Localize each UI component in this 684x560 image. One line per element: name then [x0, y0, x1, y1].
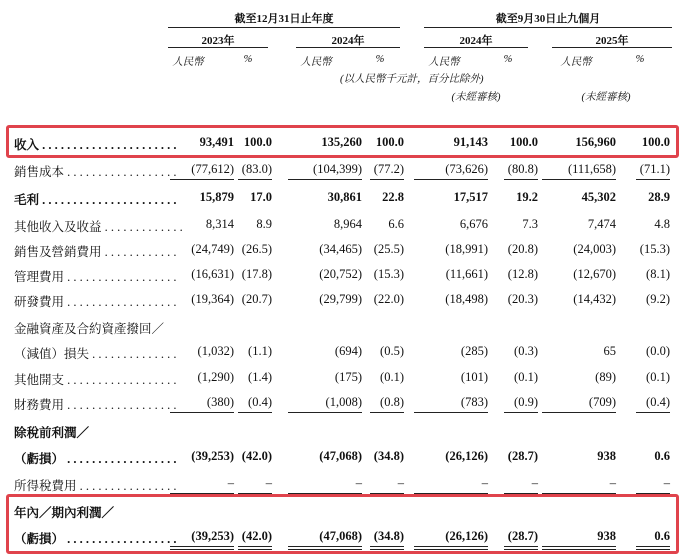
value-underline: [370, 412, 404, 413]
value-double-underline: [170, 549, 234, 550]
row-value: (73,626): [445, 162, 488, 176]
row-value: –: [609, 476, 616, 490]
row-value: (101): [460, 370, 488, 384]
value-underline: [288, 493, 362, 494]
row-value: (71.1): [639, 162, 670, 176]
row-value: (20.3): [507, 292, 538, 306]
row-value: –: [265, 476, 272, 490]
row-label: 年內／期內利潤／: [14, 506, 115, 520]
row-value: (24,003): [573, 242, 616, 256]
header-period-2025-9m: 2025年: [595, 35, 629, 47]
row-value: (285): [460, 344, 488, 358]
unit-note: (以人民幣千元計，百分比除外): [340, 74, 484, 85]
row-value: 91,143: [453, 135, 488, 149]
unit-pct: %: [243, 54, 253, 65]
value-underline: [414, 493, 488, 494]
row-value: (28.7): [507, 449, 538, 463]
value-underline: [370, 179, 404, 180]
row-value: (709): [588, 395, 616, 409]
value-double-underline: [170, 546, 234, 547]
row-value: (14,432): [573, 292, 616, 306]
row-value: 93,491: [199, 135, 234, 149]
row-value: (19,364): [191, 292, 234, 306]
value-underline: [504, 179, 538, 180]
row-value: (380): [206, 395, 234, 409]
table-row: [0, 447, 684, 467]
row-value: (15.3): [639, 242, 670, 256]
header-group-nine-months: 截至9月30日止九個月: [495, 13, 601, 25]
header-period-rule: [168, 47, 268, 48]
row-value: –: [397, 476, 404, 490]
row-label: 收入 . . . . . . . . . . . . . . . . . . . . . .: [14, 138, 177, 152]
row-value: (104,399): [313, 162, 362, 176]
value-underline: [170, 179, 234, 180]
row-value: 22.8: [382, 190, 404, 204]
unit-pct: %: [503, 54, 513, 65]
row-value: (26,126): [445, 529, 488, 543]
row-value: –: [355, 476, 362, 490]
value-double-underline: [504, 546, 538, 547]
row-value: (47,068): [319, 529, 362, 543]
row-value: 65: [603, 344, 616, 358]
row-value: (1,008): [325, 395, 362, 409]
row-value: (42.0): [241, 529, 272, 543]
table-row: [0, 421, 684, 441]
row-value: 4.8: [654, 217, 670, 231]
value-underline: [238, 493, 272, 494]
row-label: 管理費用 . . . . . . . . . . . . . . . . . .: [14, 270, 177, 284]
header-group-nine-months-rule: [424, 27, 672, 28]
value-underline: [414, 179, 488, 180]
value-double-underline: [238, 549, 272, 550]
unit-rmb: 人民幣: [172, 57, 204, 68]
row-value: (47,068): [319, 449, 362, 463]
row-value: (83.0): [241, 162, 272, 176]
row-value: (26.5): [241, 242, 272, 256]
row-value: (18,991): [445, 242, 488, 256]
unit-pct: %: [375, 54, 385, 65]
row-value: (694): [334, 344, 362, 358]
row-value: (24,749): [191, 242, 234, 256]
table-row: [0, 527, 684, 547]
table-row: [0, 133, 684, 153]
row-value: (89): [595, 370, 616, 384]
table-row: [0, 317, 684, 337]
row-label: 毛利 . . . . . . . . . . . . . . . . . . . . . .: [14, 193, 177, 207]
table-row: [0, 240, 684, 260]
row-value: 8.9: [256, 217, 272, 231]
row-value: (34.8): [373, 529, 404, 543]
value-double-underline: [288, 546, 362, 547]
row-value: (20,752): [319, 267, 362, 281]
row-value: 45,302: [581, 190, 616, 204]
header-period-rule: [296, 47, 400, 48]
value-underline: [170, 412, 234, 413]
header-group-year-rule: [168, 27, 400, 28]
row-value: (39,253): [191, 449, 234, 463]
value-double-underline: [288, 549, 362, 550]
value-underline: [170, 493, 234, 494]
value-underline: [636, 412, 670, 413]
value-double-underline: [414, 549, 488, 550]
value-double-underline: [542, 546, 616, 547]
value-double-underline: [238, 546, 272, 547]
row-label: 研發費用 . . . . . . . . . . . . . . . . . .: [14, 295, 177, 309]
row-label: 其他收入及收益 . . . . . . . . . . . . .: [14, 220, 183, 234]
row-value: (0.8): [380, 395, 404, 409]
row-value: 30,861: [327, 190, 362, 204]
row-value: –: [663, 476, 670, 490]
row-label: 銷售成本 . . . . . . . . . . . . . . . . . .: [14, 165, 177, 179]
row-value: (1.4): [248, 370, 272, 384]
value-double-underline: [504, 549, 538, 550]
row-label: （減值）損失 . . . . . . . . . . . . . .: [14, 347, 177, 361]
row-value: (0.3): [514, 344, 538, 358]
row-value: (42.0): [241, 449, 272, 463]
row-value: 156,960: [575, 135, 616, 149]
unit-rmb: 人民幣: [560, 57, 592, 68]
row-value: 7,474: [587, 217, 616, 231]
row-value: (1,290): [197, 370, 234, 384]
row-value: 8,964: [333, 217, 362, 231]
row-value: (22.0): [373, 292, 404, 306]
row-value: (0.5): [380, 344, 404, 358]
value-underline: [504, 412, 538, 413]
row-value: (26,126): [445, 449, 488, 463]
value-underline: [288, 179, 362, 180]
row-value: (0.1): [380, 370, 404, 384]
unit-rmb: 人民幣: [300, 57, 332, 68]
table-row: [0, 342, 684, 362]
row-label: 除稅前利潤／: [14, 426, 90, 440]
value-double-underline: [636, 546, 670, 547]
table-row: [0, 501, 684, 521]
row-value: (12,670): [573, 267, 616, 281]
table-row: [0, 368, 684, 388]
row-value: –: [531, 476, 538, 490]
row-value: –: [481, 476, 488, 490]
row-value: –: [227, 476, 234, 490]
row-value: (16,631): [191, 267, 234, 281]
row-value: (77.2): [373, 162, 404, 176]
row-value: (77,612): [191, 162, 234, 176]
row-value: 15,879: [199, 190, 234, 204]
row-value: 0.6: [654, 449, 670, 463]
table-row: [0, 474, 684, 494]
table-row: [0, 215, 684, 235]
row-value: (20.8): [507, 242, 538, 256]
row-value: (28.7): [507, 529, 538, 543]
row-value: (8.1): [646, 267, 670, 281]
row-value: 100.0: [243, 135, 272, 149]
row-value: 19.2: [516, 190, 538, 204]
row-value: (11,661): [445, 267, 488, 281]
row-value: (12.8): [507, 267, 538, 281]
row-value: (111,658): [567, 162, 616, 176]
row-value: (18,498): [445, 292, 488, 306]
header-period-2024: 2024年: [331, 35, 365, 47]
row-value: (0.1): [514, 370, 538, 384]
value-double-underline: [370, 549, 404, 550]
row-value: (0.4): [646, 395, 670, 409]
value-underline: [542, 412, 616, 413]
row-value: (17.8): [241, 267, 272, 281]
row-value: (39,253): [191, 529, 234, 543]
row-label: （虧損） . . . . . . . . . . . . . . . . . .: [14, 452, 177, 466]
value-underline: [542, 179, 616, 180]
row-value: (1,032): [197, 344, 234, 358]
row-label: （虧損） . . . . . . . . . . . . . . . . . .: [14, 532, 177, 546]
row-value: 7.3: [522, 217, 538, 231]
row-value: 0.6: [654, 529, 670, 543]
row-label: 金融資產及合約資產撥回／: [14, 322, 165, 336]
unaudited-note-2025: (未經審核): [581, 92, 631, 103]
header-period-2024-9m: 2024年: [459, 35, 493, 47]
value-underline: [504, 493, 538, 494]
row-value: (20.7): [241, 292, 272, 306]
row-value: 8,314: [205, 217, 234, 231]
value-underline: [370, 493, 404, 494]
row-value: 6.6: [388, 217, 404, 231]
unit-pct: %: [635, 54, 645, 65]
table-row: [0, 160, 684, 180]
value-double-underline: [370, 546, 404, 547]
row-value: (29,799): [319, 292, 362, 306]
row-value: 28.9: [648, 190, 670, 204]
row-value: (0.1): [646, 370, 670, 384]
value-double-underline: [542, 549, 616, 550]
value-double-underline: [414, 546, 488, 547]
row-label: 所得稅費用 . . . . . . . . . . . . . . . .: [14, 479, 177, 493]
value-underline: [542, 493, 616, 494]
row-value: (0.0): [646, 344, 670, 358]
row-label: 銷售及營銷費用 . . . . . . . . . . . .: [14, 245, 177, 259]
table-row: [0, 188, 684, 208]
row-value: (9.2): [646, 292, 670, 306]
value-underline: [414, 412, 488, 413]
row-value: 938: [597, 529, 616, 543]
row-value: (783): [460, 395, 488, 409]
row-value: (34,465): [319, 242, 362, 256]
row-value: (25.5): [373, 242, 404, 256]
row-value: 100.0: [509, 135, 538, 149]
row-value: 17,517: [453, 190, 488, 204]
row-value: 938: [597, 449, 616, 463]
value-underline: [636, 179, 670, 180]
value-underline: [636, 493, 670, 494]
value-underline: [288, 412, 362, 413]
row-value: 6,676: [459, 217, 488, 231]
unaudited-note-2024: (未經審核): [451, 92, 501, 103]
table-row: [0, 393, 684, 413]
row-value: (0.9): [514, 395, 538, 409]
row-label: 財務費用 . . . . . . . . . . . . . . . . . .: [14, 398, 177, 412]
table-row: [0, 265, 684, 285]
header-period-rule: [552, 47, 672, 48]
row-value: (15.3): [373, 267, 404, 281]
row-value: 100.0: [375, 135, 404, 149]
header-group-year: 截至12月31日止年度: [234, 13, 334, 25]
row-value: 100.0: [641, 135, 670, 149]
unit-rmb: 人民幣: [428, 57, 460, 68]
value-double-underline: [636, 549, 670, 550]
row-value: (1.1): [248, 344, 272, 358]
header-period-rule: [424, 47, 528, 48]
row-value: (34.8): [373, 449, 404, 463]
value-underline: [238, 412, 272, 413]
row-value: 17.0: [250, 190, 272, 204]
row-value: (0.4): [248, 395, 272, 409]
row-value: (80.8): [507, 162, 538, 176]
row-value: (175): [334, 370, 362, 384]
value-underline: [238, 179, 272, 180]
row-value: 135,260: [321, 135, 362, 149]
table-row: [0, 290, 684, 310]
header-period-2023: 2023年: [201, 35, 235, 47]
row-label: 其他開支 . . . . . . . . . . . . . . . . . .: [14, 373, 177, 387]
